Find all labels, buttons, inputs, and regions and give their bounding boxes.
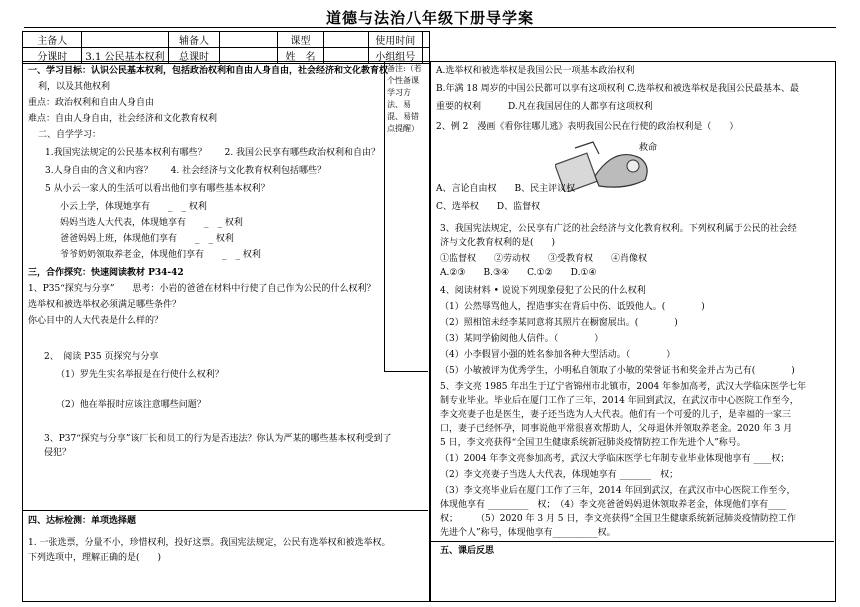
header-cell: 主备人 [23,32,82,48]
self-study-q1-2: 1.我国宪法规定的公民基本权利有哪些？ 2. 我国公民享有哪些政治权利和自由？ [45,148,381,158]
self-study-heading: 二、自学学习： [38,130,102,140]
self-study-q5: 5 从小云一家人的生活可以看出他们享有哪些基本权利？ [45,184,270,194]
coop-q1-c: 你心目中的人大代表是什么样的？ [28,316,164,326]
q3-line-2: 济与文化教育权利的是( ) [440,238,556,248]
answer-row-2: C、选举权 D、监督权 [436,202,541,212]
key-point: 重点：政治权利和自由人身自由 [28,98,155,108]
coop-q1-b: 选举权和被选举权必须满足哪些条件？ [28,300,182,310]
q3-answers: A.②③ B.③④ C.①② D.①④ [440,268,597,278]
option-c-d: 重要的权利 D.凡在我国居住的人都享有这项权利 [436,102,653,112]
coop-q3-b: 侵犯？ [44,448,72,458]
header-cell: 小组组号 [368,48,422,64]
q4-item: （4）小李假冒小强的姓名参加各种大型活动。（ ） [440,350,676,360]
q4-item: （2）照相馆未经李某同意将其照片在橱窗展出。( ) [440,318,678,328]
q4-heading: 4、阅读材料 • 说说下列现象侵犯了公民的什么权利 [440,286,646,296]
header-cell: 3.1 公民基本权利 [82,48,168,64]
goals-line-1: 一、学习目标：认识公民基本权利，包括政治权利和自由人身自由，社会经济和文化教育权 [28,66,389,76]
option-b-c: B.年满 18 周岁的中国公民都可以享有这项权利 C.选举权和被选举权是我国公民最基本、最 [436,84,799,94]
coop-heading: 三，合作探究：快速阅读教材 P34-42 [28,268,184,278]
header-cell: 姓 名 [277,48,323,64]
answer-row-1: A、言论自由权 B、民主评议权 [436,184,576,194]
q3-line-1: 3、我国宪法规定，公民享有广泛的社会经济与文化教育权利。下列权利属于公民的社会经 [440,224,797,234]
header-cell: 使用时间 [368,32,422,48]
q5-line: 李文亮妻子也是医生，妻子还当选为人大代表。他们有一个可爱的儿子，是幸福的一家三 [440,410,792,420]
test-q1-b: 下列选项中，理解正确的是( ) [28,553,162,563]
coop-q3: 3、P37“探究与分享”该厂长和员工的行为是否违法？你认为严某的哪些基本权利受到了 [44,434,392,444]
q5-line: 5、李文亮 1985 年出生于辽宁省锦州市北镇市，2004 年参加高考，武汉大学临床医学七年 [440,382,807,392]
section-divider [22,510,428,511]
q5-line: 5 日，李文亮获得“全国卫生健康系统新冠肺炎疫情防控工作先进个人”称号。 [440,438,746,448]
q3-options: ①监督权 ②劳动权 ③受教育权 ④肖像权 [440,254,648,264]
option-a: A.选举权和被选举权是我国公民一项基本政治权利 [436,66,635,76]
test-heading: 四、达标检测：单项选择题 [28,516,137,526]
q5-sub: （3）李文亮毕业后在厦门工作了三年，2014 年回到武汉，在武汉市中心医院工作至今， [440,486,796,496]
header-cell: 辅备人 [168,32,220,48]
reflection-heading: 五、课后反思 [440,546,495,556]
fill-line: 妈妈当选人大代表，体现她享有 _ _ 权利 [60,218,243,228]
q5-line: 制专业毕业。毕业后在厦门工作了三年，2014 年回到武汉，在武汉市中心医院工作至今， [440,396,799,406]
difficult-point: 难点：自由人身自由，社会经济和文化教育权利 [28,114,218,124]
header-cell: 分课时 [23,48,82,64]
header-cell [82,32,168,48]
coop-q1: 1、P35“探究与分享” 思考：小岩的爸爸在材料中行使了自己作为公民的什么权利？ [28,284,376,294]
title-rule [24,27,836,28]
cartoon-caption: 救命 [639,142,658,152]
coop-q2-1: （1）罗先生实名举报是在行使什么权利？ [56,370,224,380]
q5-sub: 权； （5）2020 年 3 月 5 日，李文亮获得“全国卫生健康系统新冠肺炎疫情防控工作 [440,514,796,524]
header-table [22,31,430,64]
fill-line: 爷爷奶奶领取养老金，体现他们享有 _ _ 权利 [60,250,261,260]
header-row-1 [23,32,430,48]
q4-item: （1）公然辱骂他人，捏造事实在背后中伤、诋毁他人。( ) [440,302,705,312]
q5-sub: （1）2004 年李文亮参加高考，武汉大学临床医学七年制专业毕业体现他享有 ____权； [440,454,790,464]
q4-item: （5）小敏被评为优秀学生，小明私自领取了小敏的荣誉证书和奖金并占为己有( ) [440,366,795,376]
fill-line: 小云上学，体现她享有 _ _ 权利 [60,202,207,212]
section-divider [430,541,834,542]
q5-sub: （2）李文亮妻子当选人大代表，体现她享有 _______ 权； [440,470,679,480]
header-cell [324,32,368,48]
q4-item: （3）某同学偷阅他人信件。（ ） [440,334,604,344]
page-title: 道德与法治八年级下册导学案 [325,9,534,27]
q5-sub: 体现他享有 _________ 权； （4）李文亮爸爸妈妈退休领取养老金，体现他们享有____ [440,500,787,510]
header-cell: 课型 [277,32,323,48]
example-2: 2、例 2 漫画《看你往哪儿逃》表明我国公民在行使的政治权利是（ ） [436,122,739,132]
self-study-q3-4: 3.人身自由的含义和内容？ 4. 社会经济与文化教育权利包括哪些？ [45,166,327,176]
fill-line: 爸爸妈妈上班，体现他们享有 _ _ 权利 [60,234,234,244]
goals-line-2: 利，以及其他权利 [38,82,111,92]
test-q1: 1. 一张选票，分量不小，珍惜权利，投好这票。我国宪法规定，公民有选举权和被选举权。 [28,538,391,548]
header-cell [220,32,277,48]
notes-column: 备注:（若个性备课学习方法、易混、易错点提醒） [384,61,428,372]
q5-line: 口，妻子已经怀孕，同事说他平常很喜欢帮助人，父母退休并领取养老金。2020 年 3 月 [440,424,793,434]
coop-q2-2: （2）他在举报时应该注意哪些问题？ [56,400,206,410]
header-cell: 总课时 [168,48,220,64]
coop-q2: 2、 阅读 P35 页探究与分享 [44,352,159,362]
q5-sub: 先进个人”称号，体现他享有__________权。 [440,528,616,538]
header-cell [423,32,430,48]
